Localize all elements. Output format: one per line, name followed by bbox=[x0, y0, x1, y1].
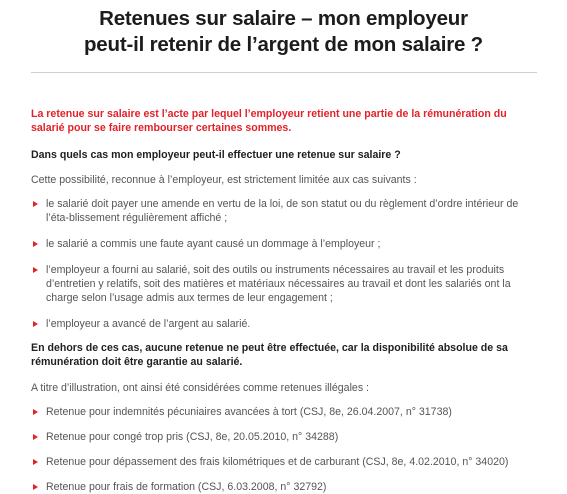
list-item bbox=[31, 455, 541, 469]
list-item bbox=[31, 430, 541, 444]
bullet-arrow-icon bbox=[33, 267, 38, 273]
lead-paragraph: La retenue sur salaire est l’acte par lequel l’employeur retient une partie de la rémunération du salarié pour se faire rembourser certaines sommes. bbox=[31, 108, 507, 134]
bullet-arrow-icon bbox=[33, 241, 38, 247]
article-body bbox=[31, 107, 541, 494]
warning-paragraph: En dehors de ces cas, aucune retenue ne peut être effectuée, car la disponibilité absolue de sa rémunération doit être garantie au salarié. bbox=[31, 342, 508, 368]
list-item bbox=[31, 405, 541, 419]
bullet-arrow-icon bbox=[33, 459, 38, 465]
list-item-text: l’employeur a avancé de l’argent au salarié. bbox=[46, 318, 251, 330]
illustration-intro: A titre d’illustration, ont ainsi été considérées comme retenues illégales : bbox=[31, 382, 369, 394]
bullet-arrow-icon bbox=[33, 434, 38, 440]
question-heading: Dans quels cas mon employeur peut-il effectuer une retenue sur salaire ? bbox=[31, 149, 401, 161]
illegal-deductions-list bbox=[31, 405, 541, 494]
allowed-cases-list bbox=[31, 197, 541, 331]
list-item bbox=[31, 480, 541, 494]
list-item-text: l’employeur a fourni au salarié, soit des outils ou instruments nécessaires au travail et les produits d’entretien y relatifs, soit des matières et matériaux nécessaires au travail et dont les salariés ont la charge selon l’usage admis aux termes de leur engagement ; bbox=[46, 264, 511, 304]
list-item bbox=[31, 197, 541, 225]
list-item-text: Retenue pour indemnités pécuniaires avancées à tort (CSJ, 8e, 26.04.2007, n° 31738) bbox=[46, 406, 452, 418]
list-item-text: Retenue pour frais de formation (CSJ, 6.03.2008, n° 32792) bbox=[46, 481, 327, 493]
title-divider bbox=[31, 72, 537, 73]
list-item-text: Retenue pour congé trop pris (CSJ, 8e, 20.05.2010, n° 34288) bbox=[46, 431, 339, 443]
list-item bbox=[31, 237, 541, 251]
page-title-line-2: peut-il retenir de l’argent de mon salaire ? bbox=[83, 33, 484, 56]
list-item-text: Retenue pour dépassement des frais kilométriques et de carburant (CSJ, 8e, 4.02.2010, n° 34020) bbox=[46, 456, 509, 468]
intro-paragraph: Cette possibilité, reconnue à l’employeur, est strictement limitée aux cas suivants : bbox=[31, 174, 417, 186]
list-item bbox=[31, 317, 541, 331]
bullet-arrow-icon bbox=[33, 484, 38, 490]
bullet-arrow-icon bbox=[33, 201, 38, 207]
bullet-arrow-icon bbox=[33, 409, 38, 415]
bullet-arrow-icon bbox=[33, 321, 38, 327]
list-item-text: le salarié doit payer une amende en vertu de la loi, de son statut ou du règlement d’ordre intérieur de l’éta-blissement régulièrement affiché ; bbox=[46, 198, 519, 224]
list-item bbox=[31, 263, 541, 305]
list-item-text: le salarié a commis une faute ayant causé un dommage à l’employeur ; bbox=[46, 238, 381, 250]
page-title-line-1: Retenues sur salaire – mon employeur bbox=[99, 7, 468, 30]
page-title bbox=[0, 6, 567, 58]
